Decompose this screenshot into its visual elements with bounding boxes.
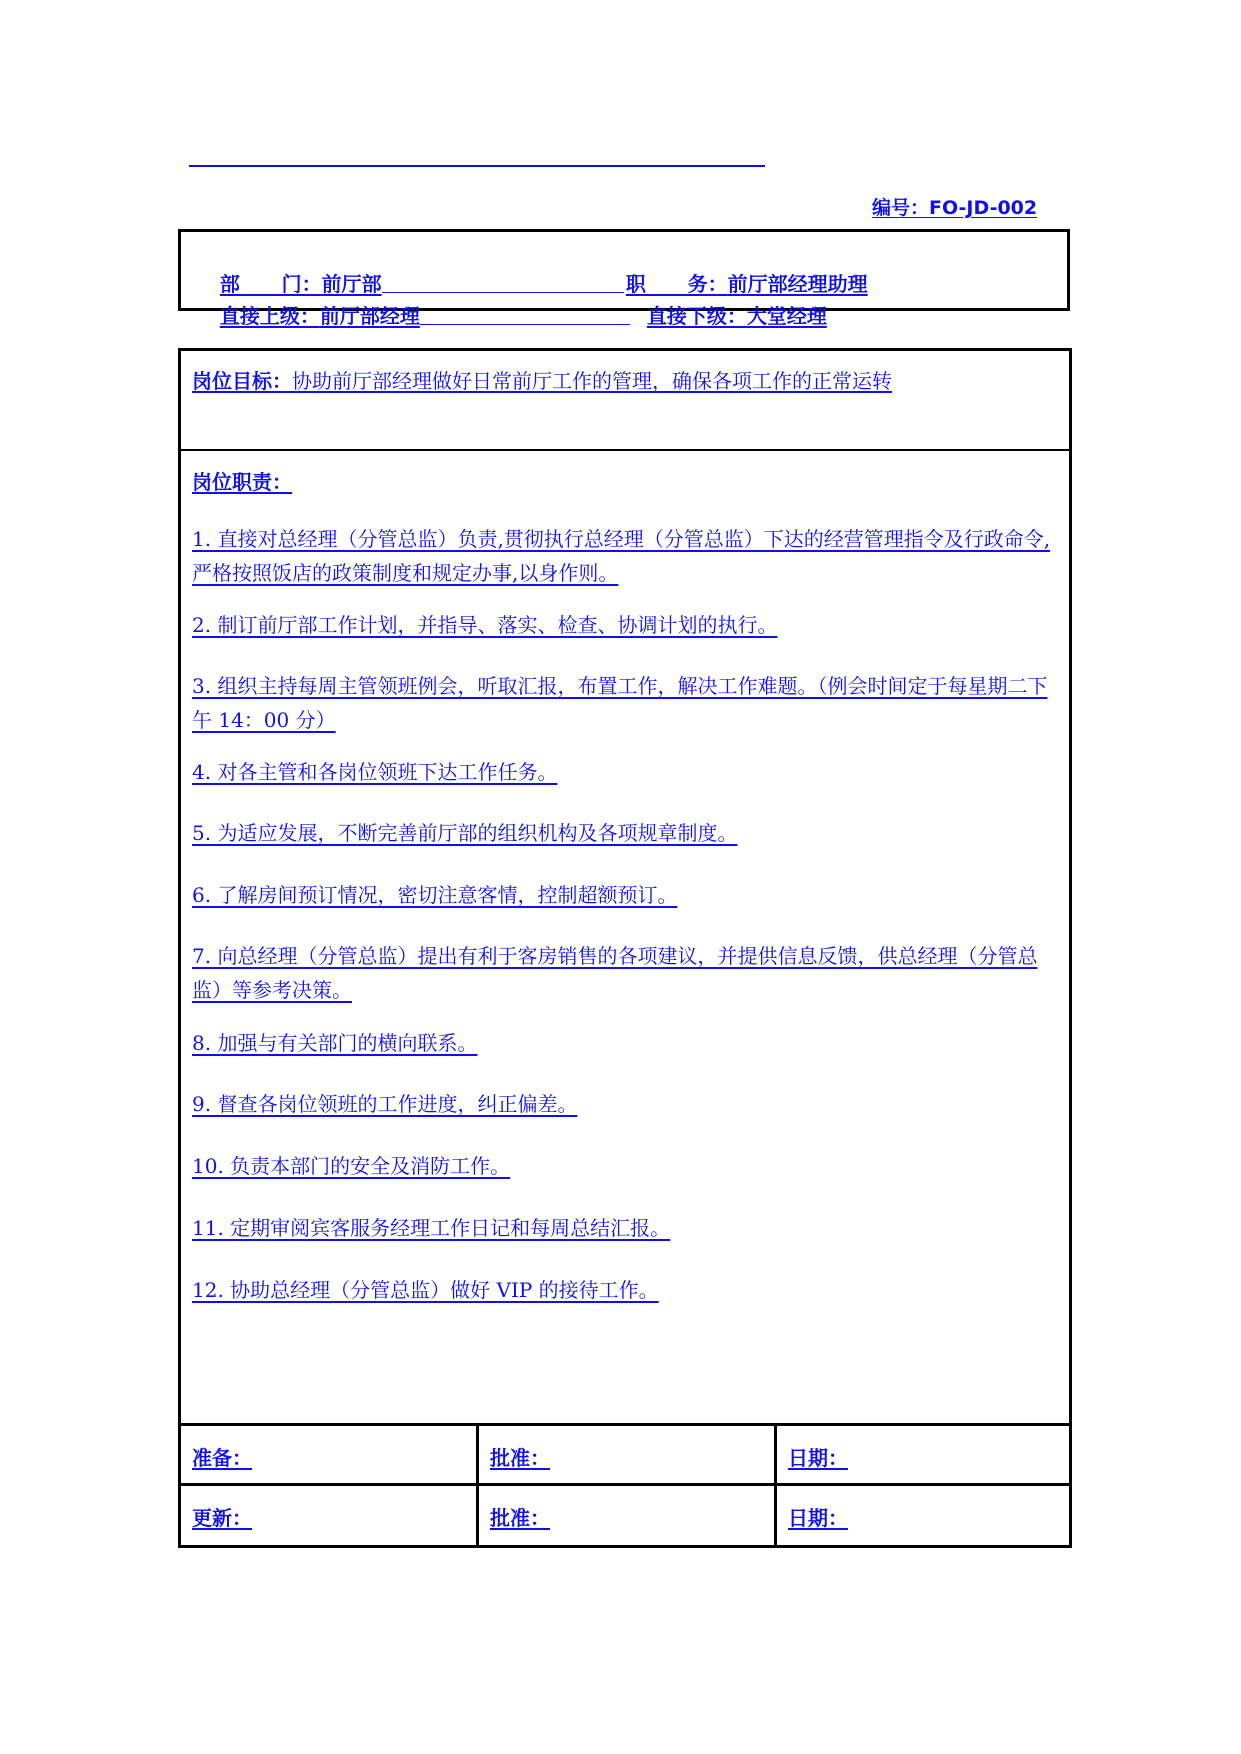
signoff-row-prepare [181, 1426, 1069, 1486]
duty-item: 11. 定期审阅宾客服务经理工作日记和每周总结汇报。 [192, 1216, 671, 1240]
duty-item: 8. 加强与有关部门的横向联系。 [192, 1031, 478, 1055]
approve-label: 批准： [490, 1446, 550, 1470]
duty-item: 7. 向总经理（分管总监）提出有利于客房销售的各项建议，并提供信息反馈，供总经理（分管总监）等参考决策。 [192, 944, 1038, 1002]
duty-item: 5. 为适应发展，不断完善前厅部的组织机构及各项规章制度。 [192, 821, 738, 845]
duty-item: 2. 制订前厅部工作计划，并指导、落实、检查、协调计划的执行。 [192, 613, 778, 637]
prepare-cell[interactable] [181, 1426, 479, 1483]
goal-line [192, 365, 892, 394]
duty-item: 6. 了解房间预订情况，密切注意客情，控制超额预订。 [192, 883, 678, 907]
job-description-form [178, 348, 1072, 1548]
prepare-label: 准备： [192, 1446, 252, 1470]
info-box [178, 229, 1070, 328]
subordinate-line [619, 276, 827, 353]
department-value: 前厅部 [321, 272, 382, 296]
subordinate-label: 直接下级： [646, 304, 747, 328]
position-value: 前厅部经理助理 [727, 272, 868, 296]
goal-text: 协助前厅部经理做好日常前厅工作的管理，确保各项工作的正常运转 [292, 369, 892, 393]
duty-item: 4. 对各主管和各岗位领班下达工作任务。 [192, 760, 558, 784]
signoff-row-update [181, 1486, 1069, 1545]
approve-label-2: 批准： [490, 1506, 550, 1530]
document-code: 编号：FO-JD-002 [872, 197, 1038, 219]
duty-item: 12. 协助总经理（分管总监）做好 VIP 的接待工作。 [192, 1278, 659, 1302]
date-label: 日期： [788, 1446, 848, 1470]
date-label-2: 日期： [788, 1506, 848, 1530]
goal-cell [181, 351, 1069, 451]
duties-cell [181, 451, 1069, 1426]
department-label: 部 门： [219, 272, 322, 296]
approve-cell[interactable] [479, 1426, 777, 1483]
superior-underline [420, 323, 630, 325]
duty-item: 1. 直接对总经理（分管总监）负责,贯彻执行总经理（分管总监）下达的经营管理指令及行政命令,严格按照饭店的政策制度和规定办事,以身作则。 [192, 527, 1051, 585]
header-rule [189, 165, 765, 167]
update-label: 更新： [192, 1506, 252, 1530]
superior-value: 前厅部经理 [319, 304, 420, 328]
superior-line [192, 276, 630, 353]
position-label: 职 务： [625, 272, 728, 296]
update-cell[interactable] [181, 1486, 479, 1545]
goal-label: 岗位目标： [192, 369, 292, 393]
date-cell[interactable] [777, 1426, 1069, 1483]
subordinate-value: 大堂经理 [746, 304, 827, 328]
approve-cell-2[interactable] [479, 1486, 777, 1545]
superior-label: 直接上级： [219, 304, 320, 328]
duty-item: 3. 组织主持每周主管领班例会，听取汇报，布置工作，解决工作难题。（例会时间定于每星期二下午 14：00 分） [192, 674, 1048, 732]
duties-title: 岗位职责： [192, 470, 292, 494]
duty-item: 9. 督查各岗位领班的工作进度，纠正偏差。 [192, 1092, 578, 1116]
duty-item: 10. 负责本部门的安全及消防工作。 [192, 1154, 511, 1178]
date-cell-2[interactable] [777, 1486, 1069, 1545]
